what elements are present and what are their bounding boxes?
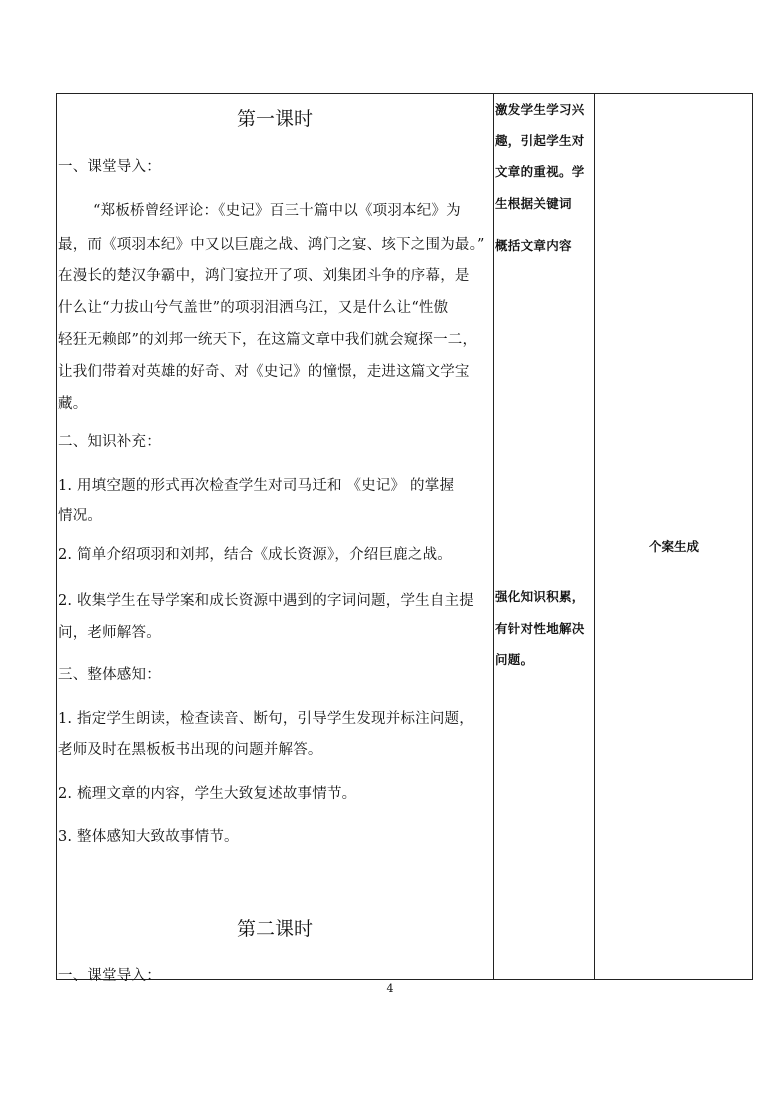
design-intent-column [494, 94, 594, 979]
overall-line: 2. 梳理文章的内容，学生大致复述故事情节。 [58, 786, 357, 802]
intro-line: 藏。 [58, 396, 88, 412]
section-heading: 一、课堂导入： [58, 968, 161, 984]
intro-line: 最，而《项羽本纪》中又以巨鹿之战、鸿门之宴、垓下之围为最。” [58, 237, 485, 253]
lesson2-title: 第二课时 [236, 918, 313, 940]
overall-line: 老师及时在黑板板书出现的问题并解答。 [58, 742, 323, 758]
section-heading: 一、课堂导入： [58, 159, 161, 175]
intro-line: 在漫长的楚汉争霸中，鸿门宴拉开了项、刘集团斗争的序幕，是 [58, 268, 470, 284]
overall-line: 3. 整体感知大致故事情节。 [58, 829, 239, 845]
knowledge-line: 1. 用填空题的形式再次检查学生对司马迁和 《史记》 的掌握 [58, 478, 455, 494]
knowledge-line: 问，老师解答。 [58, 625, 161, 641]
lesson-plan-table [56, 93, 753, 984]
note-line: 生根据关键词 [495, 196, 572, 211]
knowledge-line: 2. 简单介绍项羽和刘邦，结合《成长资源》，介绍巨鹿之战。 [58, 547, 452, 563]
note-line: 文章的重视。学 [495, 164, 585, 179]
note-line: 有针对性地解决 [495, 621, 585, 636]
intro-line: 让我们带着对英雄的好奇、对《史记》的憧憬，走进这篇文学宝 [58, 364, 470, 380]
note-line: 强化知识积累， [495, 589, 585, 604]
intro-line: 什么让“力拔山兮气盖世”的项羽泪洒乌江，又是什么让“性傲 [58, 300, 449, 316]
page-number: 4 [386, 982, 394, 995]
note-line: 激发学生学习兴 [495, 102, 585, 117]
section-heading: 二、知识补充： [58, 434, 161, 450]
note-line: 趣，引起学生对 [495, 133, 585, 148]
lesson1-title: 第一课时 [236, 108, 313, 130]
intro-line: “郑板桥曾经评论：《史记》百三十篇中以《项羽本纪》为 [93, 203, 461, 219]
knowledge-line: 情况。 [58, 508, 103, 524]
note-line: 问题。 [495, 652, 534, 667]
case-generation-label: 个案生成 [648, 539, 699, 554]
intro-line: 轻狂无赖郎”的刘邦一统天下，在这篇文章中我们就会窥探一二， [58, 332, 478, 348]
overall-line: 1. 指定学生朗读，检查读音、断句，引导学生发现并标注问题， [58, 711, 474, 727]
section-heading: 三、整体感知： [58, 667, 161, 683]
teaching-process-column [57, 94, 493, 984]
note-line: 概括文章内容 [495, 238, 572, 253]
case-generation-column [595, 94, 753, 979]
knowledge-line: 2. 收集学生在导学案和成长资源中遇到的字词问题，学生自主提 [58, 593, 474, 609]
